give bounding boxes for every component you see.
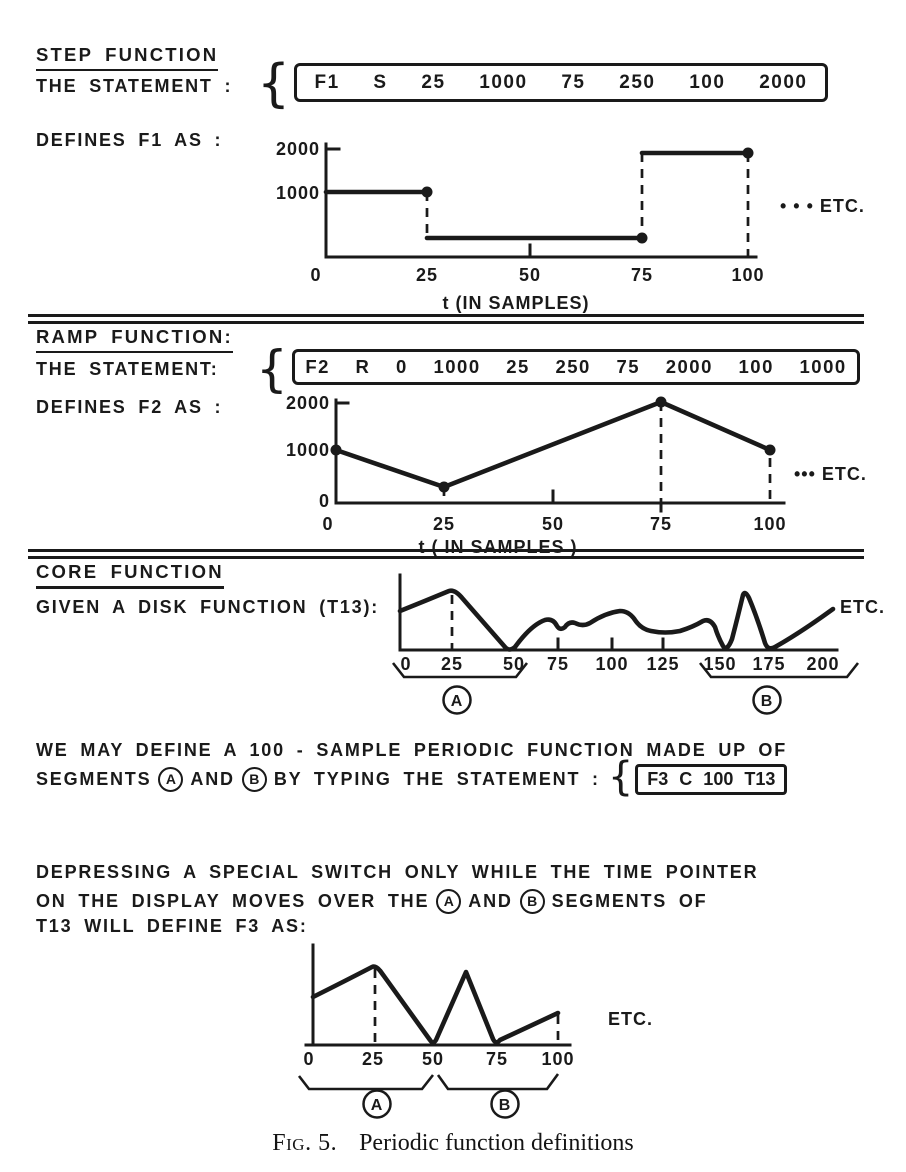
ramp-statement-brace: { bbox=[256, 340, 288, 398]
core-segment-b-brace bbox=[438, 1074, 558, 1089]
core-xtick-25: 25 bbox=[361, 1049, 385, 1069]
disk-xtick-50: 50 bbox=[502, 654, 526, 674]
disk-xtick-175: 175 bbox=[752, 654, 786, 674]
step-function-chart bbox=[250, 128, 890, 320]
ramp-marker-0 bbox=[331, 445, 342, 456]
core-xtick-50: 50 bbox=[421, 1049, 445, 1069]
core-xtick-75: 75 bbox=[485, 1049, 509, 1069]
segment-b-badge-2: B bbox=[520, 889, 545, 914]
core-switch-line2-mid: AND bbox=[468, 890, 513, 911]
ramp-marker-100 bbox=[765, 445, 776, 456]
ramp-defines-label: DEFINES F2 AS : bbox=[36, 397, 223, 417]
step-marker-100 bbox=[743, 148, 754, 159]
figure-caption-number: Fig. 5. bbox=[272, 1130, 338, 1156]
disk-segment-a-label: A bbox=[450, 693, 464, 710]
step-marker-75 bbox=[637, 233, 648, 244]
core-statement-brace: { bbox=[607, 754, 634, 800]
step-etc-label: • • • ETC. bbox=[780, 196, 865, 216]
step-statement-box bbox=[294, 63, 828, 102]
ramp-statement-label: THE STATEMENT: bbox=[36, 359, 219, 379]
ramp-xtick-25: 25 bbox=[432, 514, 456, 534]
core-define-line2-pre: SEGMENTS bbox=[36, 768, 152, 789]
ramp-marker-75 bbox=[656, 397, 667, 408]
step-xtick-50: 50 bbox=[518, 265, 542, 285]
disk-segment-b-label: B bbox=[760, 693, 774, 710]
step-ytick-2000: 2000 bbox=[275, 139, 320, 159]
disk-xtick-100: 100 bbox=[595, 654, 629, 674]
disk-xtick-200: 200 bbox=[806, 654, 840, 674]
step-defines-label: DEFINES F1 AS : bbox=[36, 130, 223, 150]
core-define-line2-mid: AND bbox=[190, 768, 235, 789]
disk-xtick-125: 125 bbox=[646, 654, 680, 674]
figure-caption-text: Periodic function definitions bbox=[359, 1130, 634, 1156]
disk-etc-label: ETC. bbox=[840, 597, 886, 617]
ramp-xaxis-label: t ( IN SAMPLES ) bbox=[418, 537, 578, 557]
core-statement-box: F3 C 100 T13 bbox=[635, 764, 787, 795]
step-xtick-100: 100 bbox=[731, 265, 765, 285]
core-given-label: GIVEN A DISK FUNCTION (T13): bbox=[36, 597, 380, 617]
ramp-ytick-0: 0 bbox=[318, 491, 330, 511]
core-switch-line2-pre: ON THE DISPLAY MOVES OVER THE bbox=[36, 890, 430, 911]
disk-xtick-150: 150 bbox=[703, 654, 737, 674]
step-statement-label: THE STATEMENT : bbox=[36, 76, 233, 96]
step-ytick-1000: 1000 bbox=[275, 183, 320, 203]
core-segment-b-label: B bbox=[498, 1097, 512, 1114]
core-etc-label: ETC. bbox=[608, 1009, 654, 1029]
step-statement-text: F1 S 25 1000 75 250 100 2000 bbox=[314, 71, 808, 93]
segment-a-badge-2: A bbox=[436, 889, 461, 914]
core-switch-paragraph-line2 bbox=[36, 887, 707, 915]
step-statement-brace: { bbox=[257, 54, 291, 114]
ramp-statement-box bbox=[292, 349, 860, 385]
step-xtick-0: 0 bbox=[310, 265, 322, 285]
ramp-xtick-100: 100 bbox=[753, 514, 787, 534]
step-xtick-25: 25 bbox=[415, 265, 439, 285]
core-switch-paragraph-line1 bbox=[36, 862, 758, 883]
section-divider-2 bbox=[28, 549, 864, 559]
disk-xtick-75: 75 bbox=[546, 654, 570, 674]
disk-freehand-curve bbox=[400, 591, 833, 650]
ramp-xtick-0: 0 bbox=[322, 514, 334, 534]
ramp-ytick-2000: 2000 bbox=[285, 393, 330, 413]
core-define-paragraph-line2 bbox=[36, 754, 787, 800]
ramp-ytick-1000: 1000 bbox=[285, 440, 330, 460]
core-section-heading: CORE FUNCTION bbox=[36, 561, 224, 589]
step-section-heading: STEP FUNCTION bbox=[36, 44, 218, 71]
section-divider-1 bbox=[28, 314, 864, 324]
core-segment-a-label: A bbox=[370, 1097, 384, 1114]
core-function-chart bbox=[260, 933, 670, 1133]
disk-function-chart bbox=[385, 563, 906, 721]
core-xtick-100: 100 bbox=[541, 1049, 575, 1069]
core-define-line2-post: BY TYPING THE STATEMENT : bbox=[273, 768, 600, 789]
ramp-etc-label: ••• ETC. bbox=[794, 464, 867, 484]
segment-a-badge: A bbox=[158, 767, 183, 792]
core-xtick-0: 0 bbox=[303, 1049, 315, 1069]
segment-b-badge: B bbox=[242, 767, 267, 792]
step-xaxis-label: t (IN SAMPLES) bbox=[442, 293, 590, 313]
ramp-statement-text: F2 R 0 1000 25 250 75 2000 100 1000 bbox=[305, 356, 847, 377]
core-define-line1-text: WE MAY DEFINE A 100 - SAMPLE PERIODIC FUNCTION MADE UP OF bbox=[36, 740, 788, 760]
figure-caption bbox=[0, 1130, 906, 1157]
core-switch-line2-post: SEGMENTS OF bbox=[551, 890, 708, 911]
ramp-marker-25 bbox=[439, 482, 450, 493]
step-xtick-75: 75 bbox=[630, 265, 654, 285]
ramp-line bbox=[336, 402, 770, 487]
ramp-function-chart bbox=[250, 390, 906, 560]
core-switch-line3-text: T13 WILL DEFINE F3 AS: bbox=[36, 916, 308, 936]
ramp-chart-axes bbox=[336, 400, 784, 511]
core-freehand-curve bbox=[313, 967, 558, 1043]
core-segment-a-brace bbox=[299, 1075, 433, 1089]
disk-xtick-25: 25 bbox=[440, 654, 464, 674]
ramp-section-heading: RAMP FUNCTION: bbox=[36, 326, 233, 353]
core-define-paragraph-line1 bbox=[36, 740, 787, 761]
core-switch-line1-text: DEPRESSING A SPECIAL SWITCH ONLY WHILE THE TIME POINTER bbox=[36, 862, 759, 882]
disk-xtick-0: 0 bbox=[400, 654, 412, 674]
step-marker-25 bbox=[422, 187, 433, 198]
ramp-xtick-75: 75 bbox=[649, 514, 673, 534]
ramp-xtick-50: 50 bbox=[541, 514, 565, 534]
